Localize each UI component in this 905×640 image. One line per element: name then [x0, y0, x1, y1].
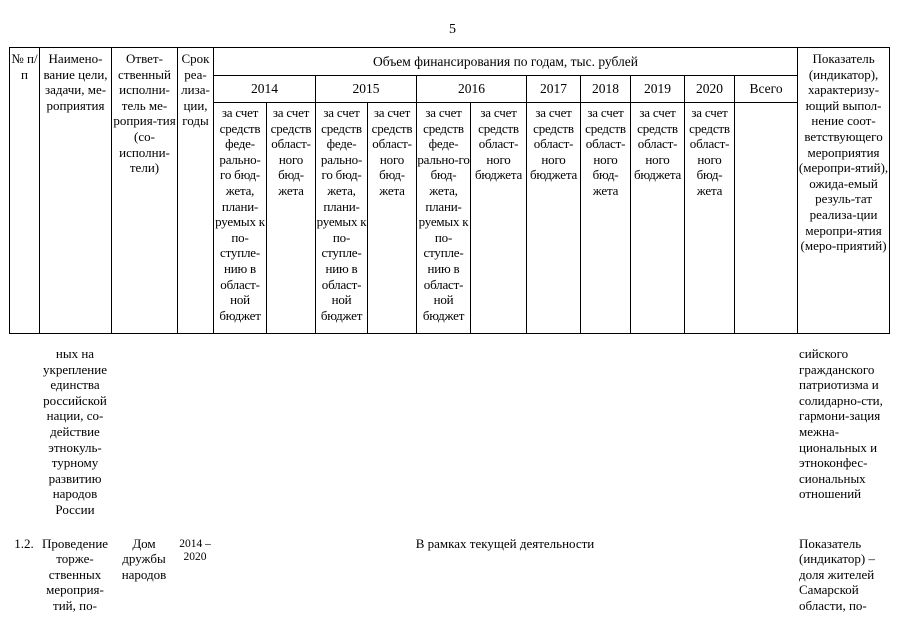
row-name: ных на укрепление единства российской нации, со-действие этнокуль-турному развитию народов России	[43, 346, 107, 517]
header-source-2017-regional: за счет средств област-ного бюджета	[527, 103, 581, 334]
row-funding	[213, 346, 797, 518]
header-source-total	[735, 103, 798, 334]
header-funding-title: Объем финансирования по годам, тыс. рублей	[214, 48, 798, 76]
header-source-2014-federal: за счет средств феде-рально-го бюд-жета, плани-руемых к по-ступле-нию в област-ной бюджет	[214, 103, 267, 334]
header-year-2016: 2016	[417, 76, 527, 103]
header-source-2018-regional: за счет средств област-ного бюд-жета	[581, 103, 631, 334]
table-row	[9, 346, 889, 518]
header-source-2020-regional: за счет средств област-ного бюд-жета	[685, 103, 735, 334]
header-col-number: № п/п	[10, 48, 40, 334]
row-indicator: сийского гражданского патриотизма и солидарно-сти, гармони-зация межна-циональных и этноконфес-сиональных отношений	[799, 346, 883, 502]
header-col-responsible: Ответ-ственный исполни-тель ме-роприя-тия (со-исполни-тели)	[112, 48, 178, 334]
header-year-total: Всего	[735, 76, 798, 103]
header-source-2016-federal: за счет средств феде-рально-го бюд-жета, плани-руемых к по-ступле-нию в област-ной бюджет	[417, 103, 471, 334]
header-year-2015: 2015	[316, 76, 417, 103]
header-col-indicator: Показатель (индикатор), характеризу-ющий выпол-нение соот-ветствующего мероприятия (меропри-ятий), ожида-емый резуль-тат реализа-ции меропри-ятия (меро-приятий)	[798, 48, 890, 334]
table-body	[9, 346, 889, 614]
header-year-2014: 2014	[214, 76, 316, 103]
row-responsible	[111, 346, 177, 518]
row-term	[177, 346, 213, 518]
header-col-name: Наимено-вание цели, задачи, ме-роприятия	[40, 48, 112, 334]
header-year-2020: 2020	[685, 76, 735, 103]
header-source-2016-regional: за счет средств област-ного бюджета	[471, 103, 527, 334]
row-term: 2014 – 2020	[179, 537, 211, 563]
row-number: 1.2.	[14, 535, 34, 551]
row-funding: В рамках текущей деятельности	[415, 535, 595, 551]
row-name: Проведение торже-ственных мероприя-тий, по-	[41, 535, 109, 613]
header-source-2015-regional: за счет средств област-ного бюд-жета	[368, 103, 417, 334]
header-source-2014-regional: за счет средств област-ного бюд-жета	[267, 103, 316, 334]
table-header	[9, 47, 890, 334]
header-year-2018: 2018	[581, 76, 631, 103]
header-col-term: Срок реа-лиза-ции, годы	[178, 48, 214, 334]
row-responsible: Дом дружбы народов	[121, 535, 167, 582]
header-year-2019: 2019	[631, 76, 685, 103]
row-indicator: Показатель (индикатор) – доля жителей Самарской области, по-	[799, 535, 875, 613]
header-year-2017: 2017	[527, 76, 581, 103]
header-source-2019-regional: за счет средств област-ного бюджета	[631, 103, 685, 334]
page-number: 5	[449, 22, 456, 37]
row-number	[9, 346, 39, 518]
header-source-2015-federal: за счет средств феде-рально-го бюд-жета, плани-руемых к по-ступле-нию в област-ной бюджет	[316, 103, 368, 334]
table-row	[9, 536, 889, 614]
